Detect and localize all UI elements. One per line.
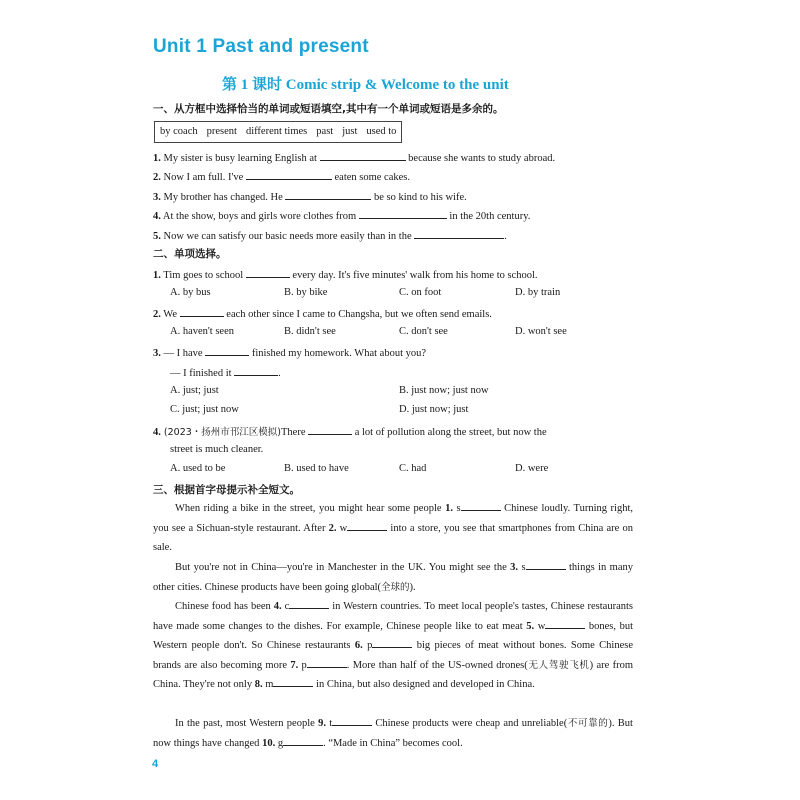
page-number: 4 xyxy=(152,758,159,770)
option-b[interactable]: B. by bike xyxy=(284,287,328,298)
answer-blank[interactable] xyxy=(308,424,352,435)
s1-question-4: 4. At the show, boys and girls wore clothes from in the 20th century. xyxy=(153,208,633,223)
passage-paragraph-4: In the past, most Western people 9. t Chinese products were cheap and unreliable(不可靠的). But now things have changed 10. g . “Made in China” becomes cool. xyxy=(153,714,633,753)
answer-blank[interactable] xyxy=(289,598,329,609)
answer-blank[interactable] xyxy=(526,559,566,570)
option-d[interactable]: D. were xyxy=(515,463,549,474)
answer-blank[interactable] xyxy=(180,306,224,317)
s2-question-3-reply: — I finished it . xyxy=(170,365,650,380)
s2-question-1: 1. Tim goes to school every day. It's five minutes' walk from his home to school. xyxy=(153,267,633,282)
answer-blank[interactable] xyxy=(332,715,372,726)
section3-heading: 三、根据首字母提示补全短文。 xyxy=(153,484,300,496)
passage-paragraph-2: But you're not in China—you're in Manchester in the UK. You might see the 3. s things in many other cities. Chinese products have been going global(全球的). xyxy=(153,558,633,597)
s2-question-4: 4. (2023・扬州市邗江区模拟)There a lot of pollution along the street, but now the xyxy=(153,424,633,439)
answer-blank[interactable] xyxy=(414,228,504,239)
section2-heading: 二、单项选择。 xyxy=(153,248,227,260)
lesson-title: 第 1 课时 Comic strip & Welcome to the unit xyxy=(222,77,509,93)
option-c[interactable]: C. on foot xyxy=(399,287,442,298)
answer-blank[interactable] xyxy=(359,208,447,219)
passage-paragraph-1: When riding a bike in the street, you might hear some people 1. s Chinese loudly. Turning right, you see a Sichuan-style restaurant. After 2. w into a store, you see that smartphones from China are on sale. xyxy=(153,499,633,558)
answer-blank[interactable] xyxy=(307,657,347,668)
s2-question-3: 3. — I have finished my homework. What about you? xyxy=(153,345,633,360)
answer-blank[interactable] xyxy=(461,500,501,511)
word-option: just xyxy=(342,126,358,137)
unit-title: Unit 1 Past and present xyxy=(153,36,369,57)
answer-blank[interactable] xyxy=(545,618,585,629)
option-a[interactable]: A. just; just xyxy=(170,385,219,396)
option-c[interactable]: C. just; just now xyxy=(170,404,239,415)
s1-question-2: 2. Now I am full. I've eaten some cakes. xyxy=(153,169,633,184)
option-c[interactable]: C. don't see xyxy=(399,326,448,337)
answer-blank[interactable] xyxy=(205,345,249,356)
option-b[interactable]: B. just now; just now xyxy=(399,385,489,396)
word-box xyxy=(154,121,402,143)
answer-blank[interactable] xyxy=(246,169,332,180)
word-option: past xyxy=(316,126,334,137)
answer-blank[interactable] xyxy=(283,735,323,746)
option-d[interactable]: D. by train xyxy=(515,287,561,298)
option-b[interactable]: B. used to have xyxy=(284,463,349,474)
s2-question-2: 2. We each other since I came to Changsha, but we often send emails. xyxy=(153,306,633,321)
word-option: by coach xyxy=(160,126,198,137)
s1-question-3: 3. My brother has changed. He be so kind to his wife. xyxy=(153,189,633,204)
option-b[interactable]: B. didn't see xyxy=(284,326,336,337)
word-option: different times xyxy=(245,126,308,137)
answer-blank[interactable] xyxy=(347,520,387,531)
option-a[interactable]: A. haven't seen xyxy=(170,326,234,337)
s1-question-5: 5. Now we can satisfy our basic needs more easily than in the . xyxy=(153,228,633,243)
answer-blank[interactable] xyxy=(285,189,371,200)
section1-heading: 一、从方框中选择恰当的单词或短语填空,其中有一个单词或短语是多余的。 xyxy=(153,103,504,115)
option-a[interactable]: A. by bus xyxy=(170,287,211,298)
answer-blank[interactable] xyxy=(234,365,278,376)
word-option: used to xyxy=(366,126,397,137)
answer-blank[interactable] xyxy=(372,637,412,648)
word-option: present xyxy=(206,126,237,137)
option-d[interactable]: D. just now; just xyxy=(399,404,469,415)
option-a[interactable]: A. used to be xyxy=(170,463,226,474)
s1-question-1: 1. My sister is busy learning English at because she wants to study abroad. xyxy=(153,150,633,165)
answer-blank[interactable] xyxy=(320,150,406,161)
answer-blank[interactable] xyxy=(273,676,313,687)
option-d[interactable]: D. won't see xyxy=(515,326,567,337)
answer-blank[interactable] xyxy=(246,267,290,278)
passage-paragraph-3: Chinese food has been 4. c in Western countries. To meet local people's tastes, Chinese restaurants have made some changes to the dishes. For example, Chinese people like to eat meat 5. w bones, but Western people don't. So Chinese restaurants 6. p big pieces of meat without bones. Some Chinese brands are also becoming more 7. p . More than half of the US-owned drones(无人驾驶飞机) are from China. They're not only 8. m in China, but also designed and developed in China. xyxy=(153,597,633,695)
s2-question-4-cont: street is much cleaner. xyxy=(170,444,264,455)
option-c[interactable]: C. had xyxy=(399,463,427,474)
